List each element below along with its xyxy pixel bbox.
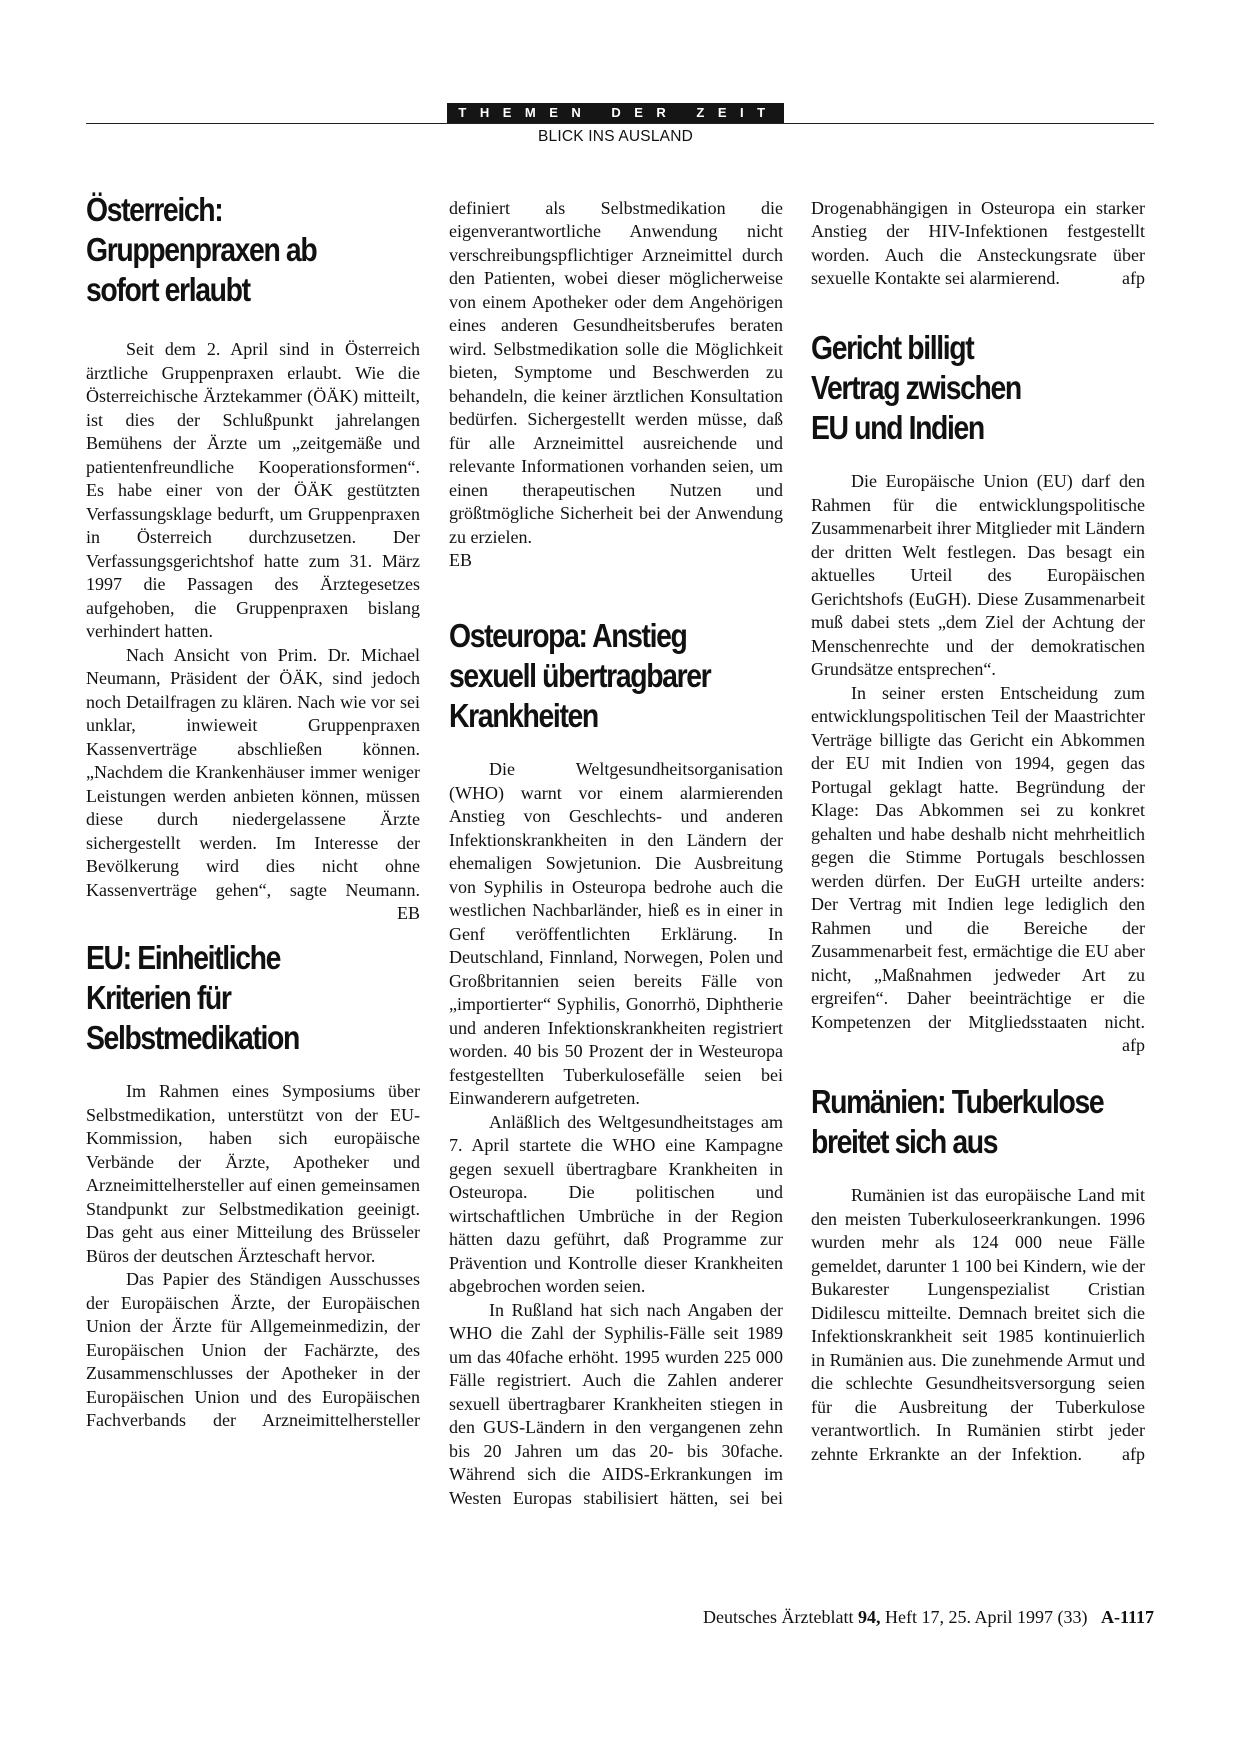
article-headline bbox=[811, 328, 1144, 448]
author-signature: afp bbox=[1122, 1443, 1145, 1464]
article-body bbox=[811, 1184, 1145, 1466]
journal-name: Deutsches Ärzteblatt bbox=[703, 1607, 854, 1627]
headline-line: sofort erlaubt bbox=[86, 271, 250, 308]
headline-line: Vertrag zwischen bbox=[811, 369, 1021, 406]
headline-line: Gruppenpraxen ab bbox=[86, 231, 317, 268]
page-footer bbox=[560, 1607, 1154, 1628]
headline-line: Österreich: bbox=[86, 191, 223, 228]
headline-line: Rumänien: Tuberkulose bbox=[811, 1083, 1104, 1120]
paragraph: Drogenabhängigen in Osteuropa ein starker Anstieg der HIV-Infektionen festgestellt worden. Auch die Ansteckungsrate über sexuelle Kontakte sei alarmierend. bbox=[811, 197, 1145, 288]
article-rumaenien bbox=[811, 1082, 1145, 1466]
section-title: THEMEN DER ZEIT bbox=[447, 103, 784, 123]
paragraph-continued bbox=[449, 196, 783, 572]
article-body bbox=[86, 338, 420, 923]
headline-line: Selbstmedikation bbox=[86, 1019, 299, 1056]
paragraph bbox=[811, 1184, 1145, 1466]
paragraph-text: Rumänien ist das europäische Land mit den meisten Tuberkuloseerkrankungen. 1996 wurden mehr als 124 000 neue Fälle gemeldet, darunter 1 100 bei Kindern, wie der Bukarester Lungenspezialist Cristian Didilescu mitteilte. Demnach breitet sich die Infektionskrankheit seit 1985 kontinuierlich in Rumänien aus. Die zunehmende Armut und die schlechte Gesundheitsversorgung seien für die Ausbreitung der Tuberkulose verantwortlich. In Rumänien stirbt jeder zehnte Erkrankte an der Infektion. bbox=[811, 1185, 1145, 1464]
paragraph bbox=[86, 644, 420, 923]
paragraph: Im Rahmen eines Symposiums über Selbstmedikation, unterstützt von der EU-Kommission, haben sich europäische Verbände der Ärzte, Apotheker und Arzneimittelhersteller auf einen gemeinsamen Standpunkt zur Selbstmedikation geeinigt. Das geht aus einer Mitteilung des Brüsseler Büros der deutschen Ärzteschaft hervor. bbox=[86, 1081, 420, 1266]
author-signature: afp bbox=[1122, 1035, 1145, 1055]
article-gericht bbox=[811, 328, 1145, 1055]
headline-line: Kriterien für bbox=[86, 979, 231, 1016]
section-subtitle: BLICK INS AUSLAND bbox=[537, 128, 693, 145]
author-signature: EB bbox=[449, 549, 473, 570]
column-2 bbox=[449, 196, 783, 1510]
headline-line: EU: Einheitliche bbox=[86, 939, 281, 976]
paragraph bbox=[811, 682, 1145, 1055]
paragraph-text: Nach Ansicht von Prim. Dr. Michael Neumann, Präsident der ÖÄK, sind jedoch noch Detailfragen zu klären. Nach wie vor sei unklar, inwieweit Gruppenpraxen Kassenverträge abschließen können. „Nachdem die Krankenhäuser immer weniger Leistungen werden anbieten können, müssen diese durch niedergelassene Ärzte sichergestellt werden. Im Interesse der Bevölkerung wird dies nicht ohne Kassenverträge gehen“, sagte Neumann. bbox=[86, 644, 420, 900]
article-oesterreich bbox=[86, 190, 420, 923]
article-eu-selbstmedikation bbox=[86, 938, 420, 1432]
article-body bbox=[811, 470, 1145, 1055]
paragraph-text: In seiner ersten Entscheidung zum entwicklungspolitischen Teil der Maastrichter Verträge billigte das Gericht ein Abkommen der EU mit Indien von 1994, gegen das Portugal geklagt hatte. Begründung der Klage: Das Abkommen sei zu konkret gehalten und habe deshalb nicht mehrheitlich gegen die Stimme Portugals beschlossen werden dürfen. Der EuGH urteilte anders: Der Vertrag mit Indien lege lediglich den Rahmen und die Bereiche der Zusammenarbeit fest, ermächtige die EU aber nicht, „Maßnahmen jedweder Art zu ergreifen“. Daher beeinträchtige er die Kompetenzen der Mitgliedsstaaten nicht. bbox=[811, 682, 1145, 1032]
headline-line: Krankheiten bbox=[449, 697, 598, 734]
headline-line: breitet sich aus bbox=[811, 1123, 998, 1160]
column-3 bbox=[811, 196, 1145, 1466]
paragraph: In Rußland hat sich nach Angaben der WHO die Zahl der Syphilis-Fälle seit 1989 um das 40fache erhöht. 1995 wurden 225 000 Fälle registriert. Auch die Zahlen anderer sexuell übertragbarer Krankheiten stiegen in den GUS-Ländern in den vergangenen zehn bis 20 Jahren um das 20- bis 30fache. Während sich die AIDS-Erkrankungen im Westen Europas stabilisiert hätten, sei bei bbox=[449, 1299, 783, 1508]
article-body-continued bbox=[811, 196, 1145, 290]
column-1 bbox=[86, 190, 420, 1432]
journal-volume: 94, bbox=[858, 1607, 881, 1627]
paragraph-continued bbox=[811, 196, 1145, 290]
article-headline bbox=[449, 616, 782, 736]
paragraph: Das Papier des Ständigen Ausschusses der Europäischen Ärzte, der Europäischen Union der Ärzte für Allgemeinmedizin, der Europäischen Union der Fachärzte, des Zusammenschlusses der Apotheker in der Europäischen Union und des Europäischen Fachverbands der Arzneimittelhersteller bbox=[86, 1269, 420, 1430]
header-rule bbox=[86, 123, 1154, 124]
article-headline bbox=[811, 1082, 1144, 1162]
headline-line: EU und Indien bbox=[811, 409, 984, 446]
article-body bbox=[86, 1080, 420, 1432]
page-number: A-1117 bbox=[1100, 1607, 1154, 1627]
author-signature: EB bbox=[396, 903, 420, 923]
headline-line: Osteuropa: Anstieg bbox=[449, 617, 687, 654]
author-signature: afp bbox=[1122, 267, 1145, 288]
paragraph: Seit dem 2. April sind in Österreich ärztliche Gruppenpraxen erlaubt. Wie die Österreichische Ärztekammer (ÖÄK) mitteilt, ist dies der Schlußpunkt jahrelangen Bemühens der Ärzte um „zeitgemäße und patientenfreundliche Kooperationsformen“. Es habe einer von der ÖÄK gestützten Verfassungsklage bedurft, um Gruppenpraxen in Österreich durchzusetzen. Der Verfassungsgerichtshof hatte zum 31. März 1997 die Passagen des Ärztegesetzes aufgehoben, die Gruppenpraxen bislang verhindert hatten. bbox=[86, 339, 420, 641]
paragraph: definiert als Selbstmedikation die eigenverantwortliche Anwendung nicht verschreibungspflichtiger Arzneimittel durch den Patienten, wobei dieser möglicherweise von einem Apotheker oder dem Angehörigen eines anderen Gesundheitsberufes beraten wird. Selbstmedikation solle die Möglichkeit bieten, Symptome und Beschwerden zu behandeln, die keiner ärztlichen Konsultation bedürfen. Sichergestellt werden müsse, daß für alle Arzneimittel ausreichende und relevante Informationen vorhanden seien, um einen therapeutischen Nutzen und größtmögliche Sicherheit bei der Anwendung zu erzielen. bbox=[449, 197, 783, 547]
article-headline bbox=[86, 190, 419, 310]
paragraph: Die Europäische Union (EU) darf den Rahmen für die entwicklungspolitische Zusammenarbeit ihrer Mitglieder mit Ländern der dritten Welt festlegen. Das besagt ein aktuelles Urteil des Europäischen Gerichtshofs (EuGH). Diese Zusammenarbeit muß dabei stets „dem Ziel der Achtung der Menschenrechte und der demokratischen Grundsätze entsprechen“. bbox=[811, 471, 1145, 679]
headline-line: sexuell übertragbarer bbox=[449, 657, 711, 694]
article-headline bbox=[86, 938, 419, 1058]
article-osteuropa bbox=[449, 616, 783, 1510]
headline-line: Gericht billigt bbox=[811, 329, 974, 366]
article-body-continued bbox=[449, 196, 783, 572]
paragraph: Die Weltgesundheitsorganisation (WHO) warnt vor einem alarmierenden Anstieg von Geschlechts- und anderen Infektionskrankheiten in den Ländern der ehemaligen Sowjetunion. Die Ausbreitung von Syphilis in Osteuropa bedrohe auch die westlichen Nachbarländer, hieß es in einer in Genf veröffentlichten Erklärung. In Deutschland, Finnland, Norwegen, Polen und Großbritannien seien bereits Fälle von „importierter“ Syphilis, Gonorrhö, Diphtherie und anderen Infektionskrankheiten registriert worden. 40 bis 50 Prozent der in Westeuropa festgestellten Tuberkulosefälle seien bei Einwanderern aufgetreten. bbox=[449, 759, 783, 1108]
paragraph: Anläßlich des Weltgesundheitstages am 7. April startete die WHO eine Kampagne gegen sexuell übertragbare Krankheiten in Osteuropa. Die politischen und wirtschaftlichen Umbrüche in der Region hätten dazu geführt, daß Programme zur Prävention und Kontrolle dieser Krankheiten abgebrochen worden seien. bbox=[449, 1111, 783, 1296]
article-body bbox=[449, 758, 783, 1510]
journal-issue: Heft 17, 25. April 1997 (33) bbox=[885, 1607, 1088, 1627]
